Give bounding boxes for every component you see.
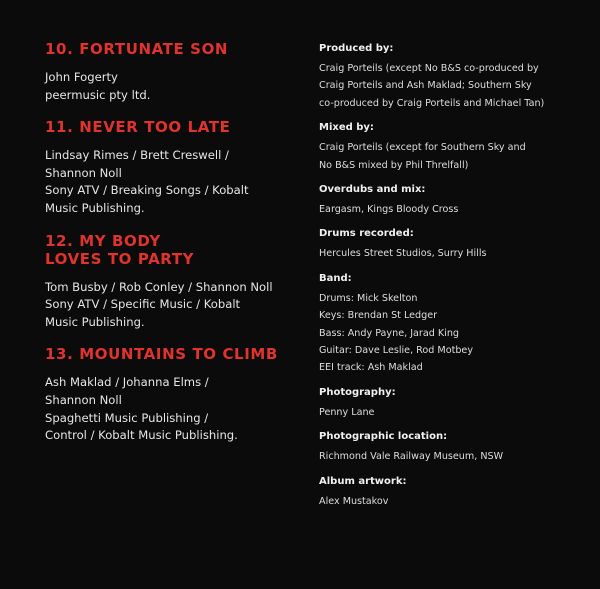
credit-album-artwork bbox=[319, 475, 579, 510]
credit-overdubs bbox=[319, 183, 579, 218]
track-entry bbox=[45, 232, 295, 332]
track-credit-line: Music Publishing. bbox=[45, 314, 145, 329]
credit-value: Craig Porteils (except No B&S co-produced by bbox=[319, 63, 539, 74]
track-entry bbox=[45, 40, 295, 104]
credit-photography bbox=[319, 386, 579, 421]
track-credit-line: Sony ATV / Breaking Songs / Kobalt bbox=[45, 183, 249, 198]
credit-produced-by bbox=[319, 42, 579, 112]
track-credit-line: Music Publishing. bbox=[45, 200, 145, 215]
credit-value: Eargasm, Kings Bloody Cross bbox=[319, 204, 459, 216]
credit-label: Mixed by: bbox=[319, 122, 374, 134]
track-credit-line: Shannon Noll bbox=[45, 165, 122, 180]
credit-value: co-produced by Craig Porteils and Michael Tan) bbox=[319, 97, 545, 109]
track-credit-line: Control / Kobalt Music Publishing. bbox=[45, 428, 238, 443]
track-credit-line: Sony ATV / Specific Music / Kobalt bbox=[45, 297, 241, 312]
credit-band bbox=[319, 272, 579, 377]
credit-value: Richmond Vale Railway Museum, NSW bbox=[319, 451, 504, 463]
credit-value: Penny Lane bbox=[319, 406, 375, 418]
credit-value: EEI track: Ash Maklad bbox=[319, 362, 423, 374]
credit-label: Overdubs and mix: bbox=[319, 184, 426, 196]
track-entry bbox=[45, 345, 295, 444]
track-title: 12. MY BODY LOVES TO PARTY bbox=[45, 231, 195, 268]
credit-value: Craig Porteils (except for Southern Sky and bbox=[319, 142, 526, 154]
credit-mixed-by bbox=[319, 121, 579, 174]
track-credit-line: Shannon Noll bbox=[45, 392, 122, 407]
credit-value: Guitar: Dave Leslie, Rod Motbey bbox=[319, 345, 474, 357]
track-title: 10. FORTUNATE SON bbox=[45, 40, 229, 58]
track-title: 13. MOUNTAINS TO CLIMB bbox=[45, 345, 278, 364]
credit-value: No B&S mixed by Phil Threlfall) bbox=[319, 159, 469, 171]
credit-label: Drums recorded: bbox=[319, 228, 414, 240]
track-credit-line: Tom Busby / Rob Conley / Shannon Noll bbox=[45, 279, 273, 294]
album-credits bbox=[319, 42, 579, 519]
credit-value: Bass: Andy Payne, Jarad King bbox=[319, 327, 459, 339]
credit-value: Hercules Street Studios, Surry Hills bbox=[319, 248, 487, 260]
track-credit-line: Spaghetti Music Publishing / bbox=[45, 410, 209, 425]
track-title: 11. NEVER TOO LATE bbox=[45, 118, 231, 137]
credit-label: Produced by: bbox=[319, 43, 394, 54]
track-credit-line: peermusic pty ltd. bbox=[45, 87, 151, 102]
credit-label: Photographic location: bbox=[319, 431, 448, 443]
track-credit-line: Ash Maklad / Johanna Elms / bbox=[45, 375, 209, 390]
credit-value: Alex Mustakov bbox=[319, 495, 389, 507]
credit-label: Photography: bbox=[319, 386, 396, 398]
credit-label: Album artwork: bbox=[319, 475, 407, 487]
credit-drums-recorded bbox=[319, 227, 579, 262]
track-entry bbox=[45, 118, 295, 217]
track-credit-line: John Fogerty bbox=[45, 70, 118, 84]
track-credit-line: Lindsay Rimes / Brett Creswell / bbox=[45, 148, 229, 163]
credit-value: Drums: Mick Skelton bbox=[319, 292, 418, 304]
track-list bbox=[45, 40, 295, 459]
credit-value: Keys: Brendan St Ledger bbox=[319, 310, 438, 322]
credit-label: Band: bbox=[319, 272, 352, 284]
credit-photographic-location bbox=[319, 430, 579, 465]
credit-value: Craig Porteils and Ash Maklad; Southern Sky bbox=[319, 80, 532, 92]
